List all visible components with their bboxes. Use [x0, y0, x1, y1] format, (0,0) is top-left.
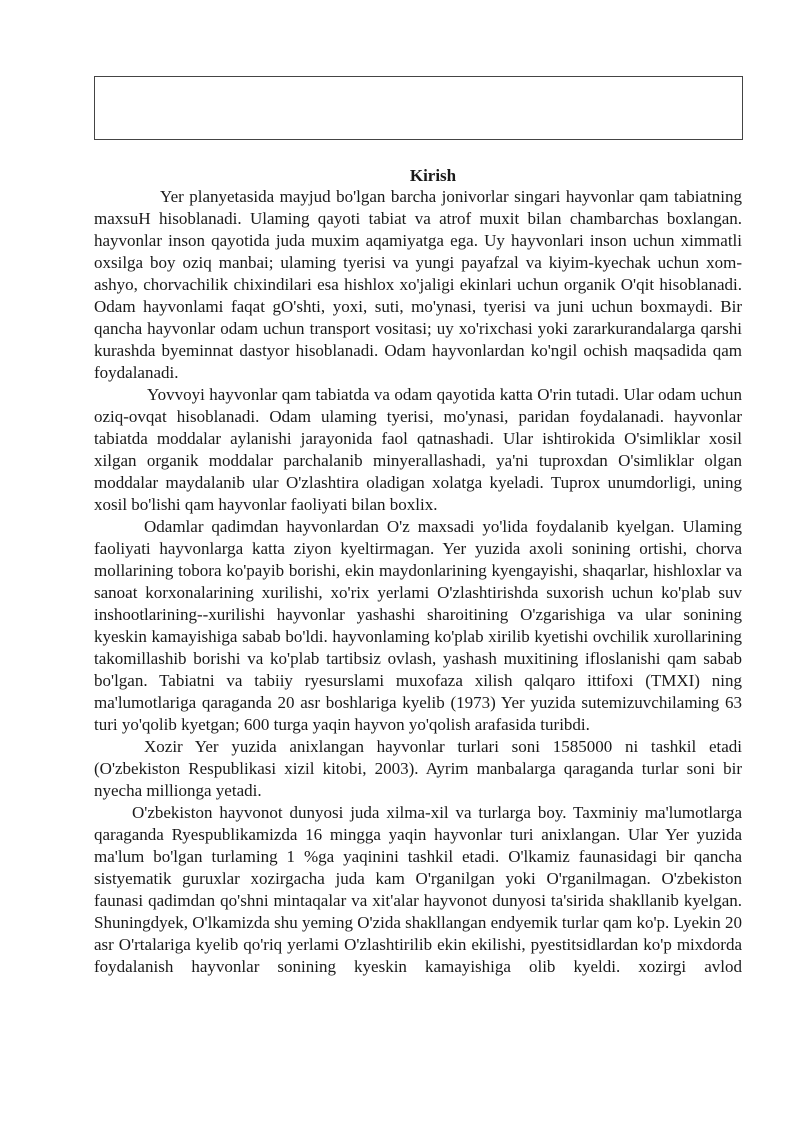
paragraph-2: Yovvoyi hayvonlar qam tabiatda va odam qayotida katta O'rin tutadi. Ular odam uchun oziq-ovqat hisoblanadi. Odam ulaming tyerisi, mo'ynasi, paridan foydalanadi. hayvonlar tabiatda moddalar aylanishi jarayonida faol qatnashadi. Ular ishtirokida O'simliklar xosil xilgan organik moddalar parchalanib minyerallashadi, ya'ni tuproxdan O'simliklar olgan moddalar maydalanib ular O'zlashtira oladigan xolatga kyeladi. Tuprox unumdorligi, uning xosil bo'lishi qam hayvonlar faoliyati bilan boxlix. [94, 385, 742, 514]
header-frame [94, 76, 743, 140]
paragraph-3: Odamlar qadimdan hayvonlardan O'z maxsadi yo'lida foydalanib kyelgan. Ulaming faoliyati hayvonlarga katta ziyon kyeltirmagan. Yer yuzida axoli sonining ortishi, chorva mollarining tobora ko'payib borishi, ekin maydonlarining kyengayishi, shaqarlar, hishloxlar va sanoat korxonalarining xurilishi, xo'rix yerlami O'zlashtirishda suxorish uchun ko'plab suv inshootlarining--xurilishi hayvonlar yashashi sharoitining O'zgarishiga va ular sonining kyeskin kamayishiga sabab bo'ldi. hayvonlaming ko'plab xirilib kyetishi ovchilik xurollarining takomillashib borishi va ko'plab tartibsiz ovlash, yashash muxitining ifloslanishi qam sabab bo'lgan. Tabiatni va tabiiy ryesurslami muxofaza xilish qalqaro ittifoxi (TMXI) ning ma'lumotlariga qaraganda 20 asr boshlariga kyelib (1973) Yer yuzida sutemizuvchilaming 63 turi yo'qolib kyetgan; 600 turga yaqin hayvon yo'qolish arafasida turibdi. [94, 517, 742, 734]
paragraph-1: Yer planyetasida mayjud bo'lgan barcha jonivorlar singari hayvonlar qam tabiatning maxsuH hisoblanadi. Ulaming qayoti tabiat va atrof muxit bilan chambarchas boxlangan. hayvonlar inson qayotida juda muxim aqamiyatga ega. Uy hayvonlari inson uchun ximmatli oxsilga boy oziq manbai; ulaming tyerisi va yungi payafzal va kiyim-kyechak uchun xom-ashyo, chorvachilik chixindilari esa hishlox xo'jaligi ekinlari uchun organik O'qit hisoblanadi. Odam hayvonlami faqat gO'shti, yoxi, suti, mo'ynasi, tyerisi va juni uchun boxmaydi. Bir qancha hayvonlar odam uchun transport vositasi; uy xo'rixchasi yoki zararkurandalarga qarshi kurashda byeminnat dastyor hisoblanadi. Odam hayvonlardan ko'ngil ochish maqsadida qam foydalanadi. [94, 187, 742, 382]
document-body [94, 166, 742, 978]
paragraph-5: O'zbekiston hayvonot dunyosi juda xilma-xil va turlarga boy. Taxminiy ma'lumotlarga qaraganda Ryespublikamizda 16 mingga yaqin hayvonlar turi anixlangan. Ular Yer yuzida ma'lum bo'lgan turlaming 1 %ga yaqinini tashkil etadi. O'lkamiz faunasidagi bir qancha sistyematik guruxlar xozirgacha juda kam O'rganilgan yoki O'rganilmagan. O'zbekiston faunasi qadimdan qo'shni mintaqalar va xit'alar hayvonot dunyosi ta'sirida shakllanib kyelgan. Shuningdyek, O'lkamizda shu yeming O'zida shakllangan endyemik turlar qam ko'p. Lyekin 20 asr O'rtalariga kyelib qo'riq yerlami O'zlashtirilib ekin ekilishi, pyestitsidlardan ko'p mixdorda foydalanish hayvonlar sonining kyeskin kamayishiga olib kyeldi. xozirgi avlod [94, 803, 742, 976]
paragraph-4: Xozir Yer yuzida anixlangan hayvonlar turlari soni 1585000 ni tashkil etadi (O'zbekiston Respublikasi xizil kitobi, 2003). Ayrim manbalarga qaraganda turlar soni bir nyecha millionga yetadi. [94, 737, 742, 800]
section-title: Kirish [409, 166, 457, 185]
